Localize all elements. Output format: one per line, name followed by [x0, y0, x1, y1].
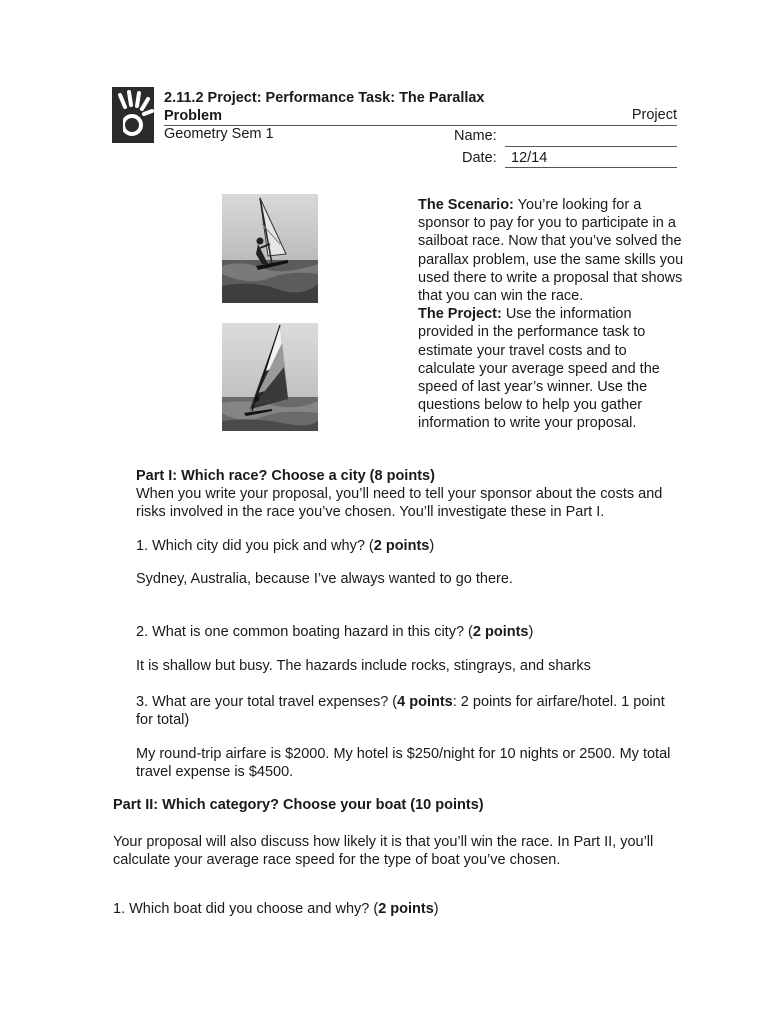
date-underline: [505, 167, 677, 168]
scenario-paragraph: [418, 196, 686, 305]
part1-intro: When you write your proposal, you’ll need to tell your sponsor about the costs and risks involved in the race you’ve chosen. You’ll investigate these in Part I.: [136, 486, 663, 520]
part1-heading: Part I: Which race? Choose a city (8 points): [136, 468, 435, 484]
question-text: 3. What are your total travel expenses? (: [136, 694, 398, 710]
part1-answer-3[interactable]: My round-trip airfare is $2000. My hotel is $250/night for 10 nights or 2500. My total travel expense is $4500.: [136, 746, 671, 780]
intro-text-block: [418, 196, 686, 433]
page-title: 2.11.2 Project: Performance Task: The Parallax Problem: [164, 90, 485, 124]
project-paragraph: [418, 305, 686, 432]
scenario-text: You’re looking for a sponsor to pay for you to participate in a sailboat race. Now that you’ve solved the parallax problem, use the same skills you used there to write a proposal that shows that you can win the race.: [418, 197, 684, 305]
question-text: 1. Which boat did you choose and why? (: [113, 901, 379, 917]
question-points: 2 points: [472, 624, 529, 640]
question-points: 2 points: [373, 538, 430, 554]
windsurfer-photo-1: [222, 194, 318, 303]
publisher-logo-icon: [112, 87, 154, 143]
question-close: ): [528, 624, 534, 640]
part1-question-2: [136, 623, 533, 641]
scenario-label: The Scenario:: [418, 197, 514, 213]
name-field[interactable]: [505, 146, 677, 147]
part1-question-1: [136, 537, 434, 555]
date-label: Date:: [462, 150, 497, 166]
question-points: 2 points: [378, 901, 434, 917]
part2-question-1: [113, 900, 439, 918]
question-text: 2. What is one common boating hazard in this city? (: [136, 624, 473, 640]
part1-answer-1[interactable]: Sydney, Australia, because I’ve always wanted to go there.: [136, 571, 513, 587]
project-text: Use the information provided in the performance task to estimate your travel costs and to calculate your average speed and the speed of last year’s winner. Use the questions below to help you gather information to write your proposal.: [418, 306, 660, 432]
question-close: ): [429, 538, 435, 554]
part1-question-3: [136, 693, 666, 729]
question-text: 1. Which city did you pick and why? (: [136, 538, 374, 554]
project-label: The Project:: [418, 306, 502, 323]
question-points: 4 points: [397, 694, 453, 710]
question-close: ): [433, 901, 439, 917]
question-rest: : 2 points for airfare/hotel. 1 point for total): [136, 694, 665, 728]
part2-intro: Your proposal will also discuss how likely it is that you’ll win the race. In Part II, you’ll calculate your average race speed for the type of boat you’ve chosen.: [113, 834, 654, 868]
name-label: Name:: [454, 128, 497, 144]
date-field[interactable]: 12/14: [511, 150, 548, 166]
windsurfer-photo-2: [222, 323, 318, 431]
document-type: Project: [631, 107, 677, 123]
course-name: Geometry Sem 1: [164, 126, 274, 142]
part1-answer-2[interactable]: It is shallow but busy. The hazards include rocks, stingrays, and sharks: [136, 658, 591, 674]
part2-heading: Part II: Which category? Choose your boat (10 points): [113, 797, 484, 813]
